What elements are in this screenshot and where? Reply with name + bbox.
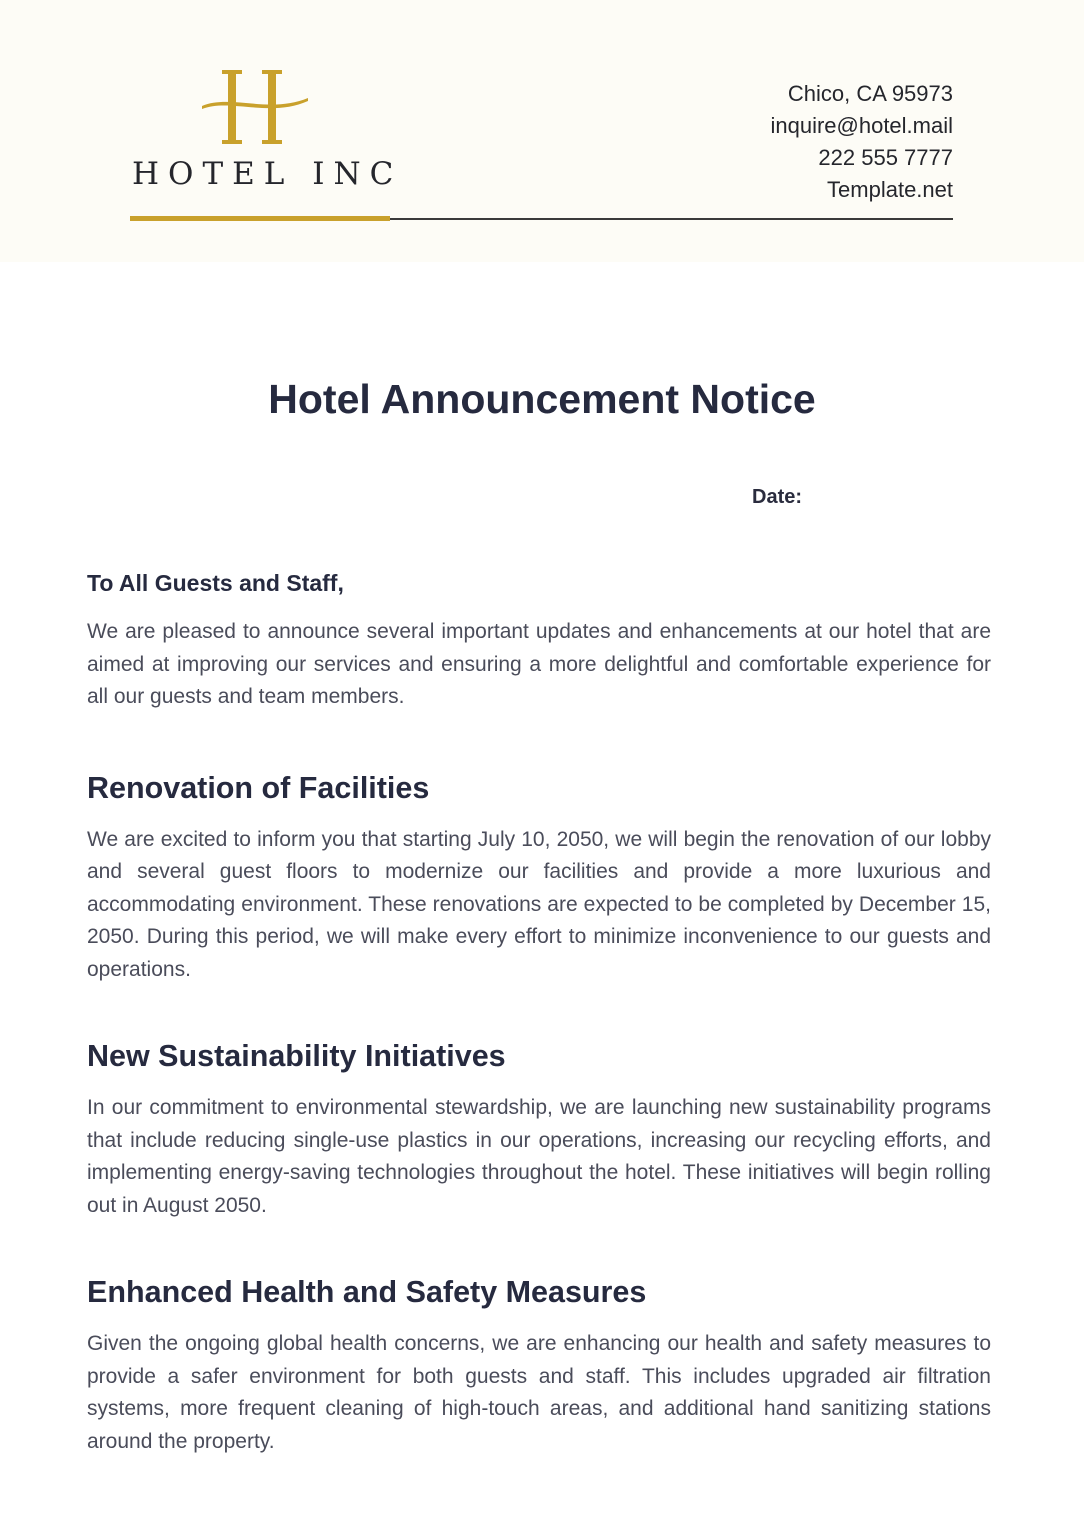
contact-email[interactable]: inquire@hotel.mail	[770, 113, 953, 138]
letterhead	[0, 0, 1084, 262]
section-health-safety	[87, 1272, 991, 1458]
contact-phone: 222 555 7777	[818, 145, 953, 170]
section-body: Given the ongoing global health concerns, we are enhancing our health and safety measures to provide a safer environment for both guests and staff. This includes upgraded air filtration systems, more frequent cleaning of high-touch areas, and additional hand sanitizing stations around the property.	[87, 1332, 991, 1453]
section-heading: New Sustainability Initiatives	[87, 1039, 506, 1073]
brand-name: HOTEL INC	[132, 156, 403, 192]
contact-info	[770, 78, 953, 206]
intro-paragraph: We are pleased to announce several important updates and enhancements at our hotel that are aimed at improving our services and ensuring a more delightful and comfortable experience for all our guests and team members.	[87, 620, 991, 708]
salutation: To All Guests and Staff,	[87, 570, 344, 596]
section-renovation	[87, 768, 991, 987]
page-title: Hotel Announcement Notice	[268, 376, 816, 422]
section-heading: Enhanced Health and Safety Measures	[87, 1275, 647, 1309]
date-label: Date:	[752, 486, 803, 508]
section-heading: Renovation of Facilities	[87, 770, 430, 805]
contact-address: Chico, CA 95973	[787, 81, 953, 106]
header-accent-divider	[130, 216, 390, 221]
section-body: In our commitment to environmental stewardship, we are launching new sustainability programs that include reducing single-use plastics in our operations, increasing our recycling efforts, and implementing energy-saving technologies throughout the hotel. These initiatives will begin rolling out in August 2050.	[87, 1096, 991, 1217]
section-sustainability	[87, 1036, 991, 1222]
section-body: We are excited to inform you that starting July 10, 2050, we will begin the renovation of our lobby and several guest floors to modernize our facilities and provide a more luxurious and accommodating environment. These renovations are expected to be completed by December 15, 2050. During this period, we will make every effort to minimize inconvenience to our guests and operations.	[87, 827, 991, 981]
contact-website[interactable]: Template.net	[827, 177, 953, 202]
hotel-h-logo-icon	[200, 64, 310, 146]
brand-logo	[130, 60, 403, 200]
notice-body	[87, 566, 991, 1458]
